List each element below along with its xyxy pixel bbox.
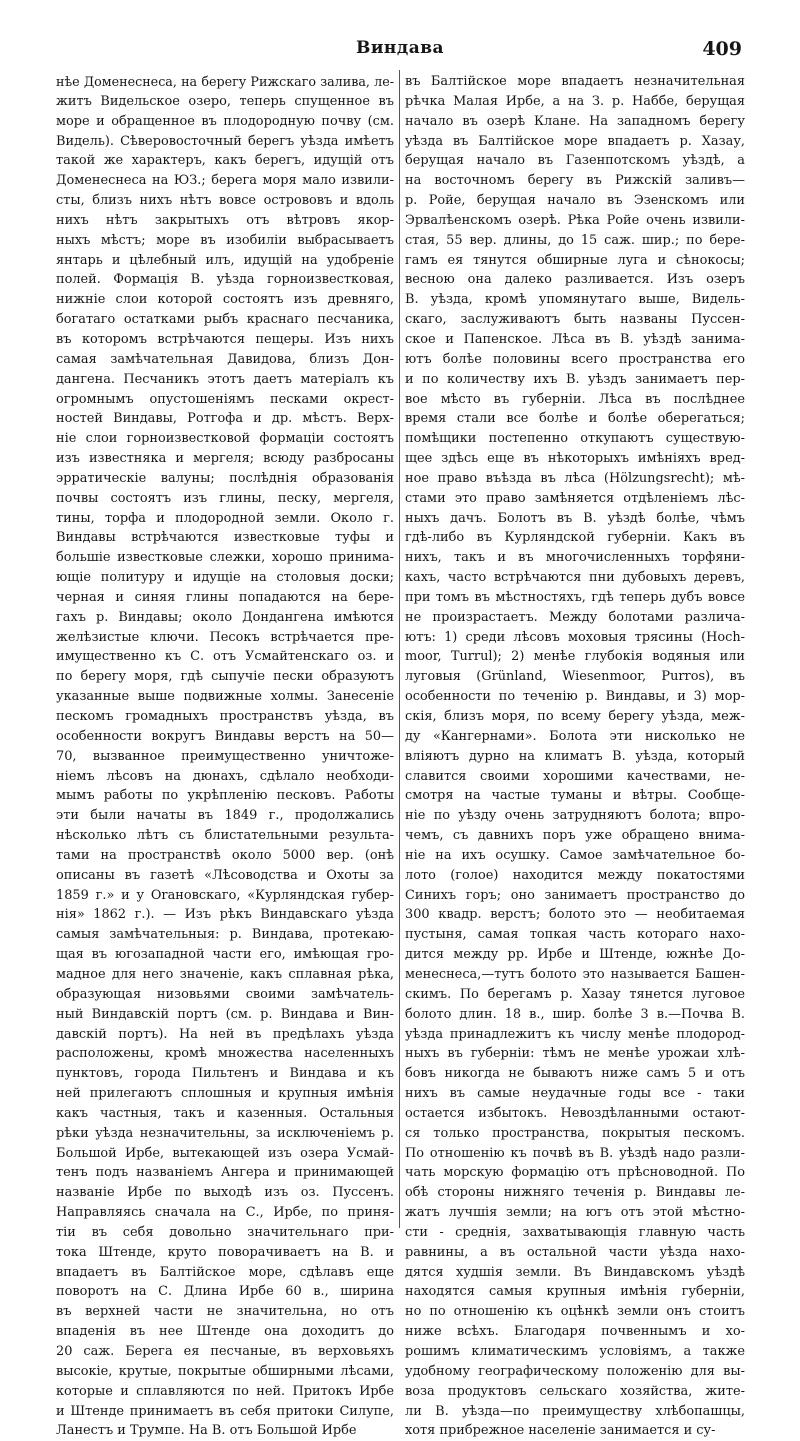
- text-line: пескомъ громадныхъ пространствъ уѣзда, въ: [56, 709, 394, 724]
- text-line: въ Балтійское море впадаетъ незначительная: [405, 74, 745, 89]
- text-line: ный Виндавскій портъ (см. р. Виндава и Вин-: [56, 1006, 394, 1022]
- running-title: Виндава: [355, 38, 445, 58]
- text-line: скія, близъ моря, по всему берегу уѣзда, меж-: [405, 709, 745, 724]
- text-line: на восточномъ берегу въ Рижскій заливъ—: [405, 173, 745, 189]
- text-line: такой же характеръ, какъ берегъ, идущій отъ: [56, 153, 394, 169]
- text-line: бовъ никогда не бываютъ ниже самъ 5 и отъ: [405, 1066, 745, 1082]
- text-line: какъ частныя, такъ и казенныя. Остальныя: [56, 1105, 394, 1121]
- text-line: ніе слои горноизвестковой формаціи состоятъ: [56, 431, 394, 447]
- text-line: черная и синяя глины попадаются на бере-: [56, 589, 394, 605]
- text-line: Виндавы встрѣчаются известковые туфы и: [56, 530, 394, 546]
- text-line: ское и Папенское. Лѣса въ В. уѣздѣ занима-: [405, 331, 745, 347]
- text-line: помѣщики постепенно откупаютъ существую-: [405, 431, 745, 447]
- text-line: По отношенію къ почвѣ въ В. уѣздѣ надо разли-: [405, 1145, 745, 1161]
- text-line: В. уѣзда, кромѣ упомянутаго выше, Видель-: [405, 292, 745, 308]
- text-line: славится своими хорошими качествами, не-: [405, 768, 745, 784]
- text-line: и Штенде принимаетъ въ себя притоки Силупе,: [56, 1403, 394, 1419]
- text-line: особенности вокругъ Виндавы верстъ на 50—: [56, 728, 394, 744]
- text-line: ющіе политуру и идущіе на столовыя доски;: [56, 570, 394, 586]
- text-line: богатаго остатками рыбъ краснаго песчаника,: [56, 312, 394, 328]
- text-line: въ которомъ встрѣчаются пещеры. Изъ нихъ: [56, 331, 394, 347]
- text-line: ніе на ихъ осушку. Самое замѣчательное бо-: [405, 847, 745, 863]
- text-line: нѣсколько лѣтъ съ блистательными результа-: [56, 828, 394, 844]
- text-line: нихъ нѣтъ закрытыхъ отъ вѣтровъ якор-: [56, 212, 394, 228]
- text-line: берущая начало въ Газенпотскомъ уѣздѣ, а: [405, 153, 745, 169]
- text-line: ютъ: 1) среди лѣсовъ моховыя трясины (Hoch-: [405, 629, 745, 645]
- text-line: эрратическіе валуны; послѣднія образованія: [56, 470, 394, 486]
- text-line: 1859 г.» и у Orановскаго, «Курляндская губер-: [56, 887, 394, 903]
- text-line: огромнымъ опустошеніямъ песками окрест-: [56, 391, 394, 407]
- text-line: весною она далеко разливается. Изъ озеръ: [405, 272, 745, 288]
- text-line: описаны въ газетѣ «Лѣсоводства и Охоты за: [56, 867, 394, 883]
- text-line: тами на пространствѣ около 5000 вер. (онѣ: [56, 847, 394, 863]
- text-line: самыя замѣчательныя: р. Виндава, протекаю-: [56, 927, 394, 943]
- text-line: Синихъ горъ; оно занимаетъ пространство до: [405, 887, 745, 903]
- text-line: въ верхней части не значительна, но отъ: [56, 1304, 394, 1320]
- page-header: [0, 38, 800, 68]
- text-line: гдѣ-либо въ Курляндской губерніи. Какъ въ: [405, 530, 745, 546]
- right-column: [405, 72, 745, 1441]
- text-line: ныхъ дачъ. Болотъ въ В. уѣздѣ болѣе, чѣмъ: [405, 510, 745, 526]
- text-line: дангена. Песчаникъ этотъ даетъ матеріалъ къ: [56, 371, 394, 387]
- text-line: желѣзистые ключи. Песокъ встрѣчается пре-: [56, 629, 394, 645]
- text-line: Направляясь сначала на С., Ирбе, по приня-: [56, 1205, 394, 1221]
- text-line: стая, 55 вер. длины, до 15 саж. шир.; по бере-: [405, 232, 745, 248]
- text-line: пустыня, самая топкая часть котораго нахо-: [405, 927, 745, 943]
- text-line: ностей Виндавы, Ротгофа и др. мѣстъ. Верх-: [56, 411, 394, 427]
- text-line: воза продуктовъ сельскаго хозяйства, жите-: [405, 1383, 745, 1399]
- text-line: 300 квадр. верстъ; болото это — необитаемая: [405, 907, 745, 923]
- text-line: расположены, кромѣ множества населенныхъ: [56, 1046, 394, 1062]
- text-line: сти - среднія, захватывающія главную часть: [405, 1224, 745, 1240]
- text-line: не произрастаетъ. Между болотами различа-: [405, 609, 745, 625]
- text-line: остается избытокъ. Невоздѣланными остают-: [405, 1105, 745, 1121]
- text-line: уѣзда въ Балтійское море впадаетъ р. Хазау,: [405, 133, 745, 149]
- text-line: поворотъ на С. Длина Ирбе 60 в., ширина: [56, 1284, 394, 1300]
- text-line: вое мѣсто въ губерніи. Лѣса въ послѣднее: [405, 391, 745, 407]
- text-line: ся только пространства, покрытыя пескомъ.: [405, 1125, 745, 1141]
- text-line: уѣзда принадлежитъ къ числу менѣе плодород-: [405, 1026, 745, 1042]
- text-line: ное право въѣзда въ лѣса (Hölzungsrecht); мѣ-: [405, 470, 745, 486]
- text-line: удобному географическому положенію для вы-: [405, 1363, 745, 1379]
- text-line: нихъ въ самые неудачные годы все - таки: [405, 1086, 745, 1102]
- text-line: нихъ, такъ и въ многочисленныхъ торфяни-: [405, 550, 745, 566]
- text-line: 20 саж. Берега ея песчаные, въ верховьяхъ: [56, 1344, 394, 1359]
- text-line: образующая низовьями своими замѣчатель-: [56, 986, 394, 1002]
- text-line: Доменеснеса на ЮЗ.; берега моря мало извили-: [56, 173, 394, 189]
- text-line: хотя прибрежное населеніе занимается и су-: [405, 1423, 716, 1439]
- text-line: пунктовъ, города Пильтенъ и Виндава и къ: [56, 1066, 394, 1082]
- text-line: которые и сплавляются по ней. Притокъ Ирбе: [56, 1383, 394, 1399]
- text-line: эти были начаты въ 1849 г., продолжались: [56, 808, 394, 824]
- text-line: нижніе слои которой состоятъ изъ древняго,: [56, 292, 394, 308]
- text-line: стами это право замѣняется отдѣленіемъ лѣс-: [405, 490, 745, 506]
- text-line: жатъ лучшія земли; на югъ отъ этой мѣстно-: [405, 1205, 745, 1221]
- text-line: скимъ. По берегамъ р. Хазау тянется луговое: [405, 986, 745, 1002]
- text-line: ныхъ въ губерніи: тѣмъ не менѣе урожаи хлѣ-: [405, 1046, 745, 1062]
- text-line: дятся худшія земли. Въ Виндавскомъ уѣздѣ: [405, 1264, 745, 1280]
- text-line: полей. Формація В. уѣзда горноизвестковая,: [56, 272, 394, 288]
- text-line: тенъ подъ названіемъ Ангера и принимающей: [56, 1165, 394, 1181]
- text-line: вліяютъ дурно на климатъ В. уѣзда, который: [405, 748, 745, 764]
- text-line: чемъ, съ давнихъ поръ уже обращено внима-: [405, 828, 745, 844]
- text-line: р. Ройе, берущая начало въ Эзенскомъ или: [405, 193, 745, 209]
- text-line: тока Штенде, круто поворачиваетъ на В. и: [56, 1244, 394, 1260]
- text-line: имущественно къ С. отъ Усмайтенскаго оз. и: [56, 649, 394, 665]
- text-line: янтарь и цѣлебный илъ, идущій на удобреніе: [56, 252, 394, 268]
- text-line: лото (голое) находится между покатостями: [405, 867, 745, 883]
- text-line: ніе по уѣзду очень затрудняютъ болота; впро-: [405, 808, 745, 824]
- text-line: равнины, а въ остальной части уѣзда нахо-: [405, 1244, 745, 1260]
- text-line: Ланестъ и Трумпе. На В. отъ Большой Ирбе: [56, 1423, 357, 1439]
- text-line: и по количеству ихъ В. уѣздъ занимаетъ пер-: [405, 371, 745, 387]
- text-line: находятся самыя крупныя имѣнія губерніи,: [405, 1284, 745, 1300]
- text-line: Большой Ирбе, вытекающей изъ озера Усмай-: [56, 1145, 394, 1161]
- text-line: гахъ р. Виндавы; около Дондангена имѣются: [56, 609, 394, 625]
- text-line: гамъ ея тянутся обширные луга и сѣнокосы;: [405, 252, 745, 268]
- text-line: кахъ, часто встрѣчаются пни дубовыхъ деревъ,: [405, 570, 745, 586]
- text-line: при томъ въ мѣстностяхъ, гдѣ теперь дубъ вовсе: [405, 589, 745, 605]
- text-line: море и обращенное въ плодородную почву (см.: [56, 113, 394, 129]
- text-line: болото длин. 18 в., шир. болѣе 3 в.—Почва В.: [405, 1006, 745, 1022]
- text-line: ду «Кангернами». Болота эти нисколько не: [405, 728, 745, 744]
- text-line: тины, торфа и плодородной земли. Около г.: [56, 510, 394, 526]
- text-line: большіе известковые слежки, хорошо принима-: [56, 550, 394, 566]
- text-line: почвы состоятъ изъ глины, песку, мергеля,: [56, 490, 394, 506]
- text-line: скаго, заслуживаютъ быть названы Пуссен-: [405, 312, 745, 328]
- text-line: житъ Видельское озеро, теперь спущенное въ: [56, 93, 394, 109]
- text-line: moor, Turrul); 2) менѣе глубокія водяныя или: [405, 649, 745, 665]
- text-line: щая въ югозападной части его, имѣющая гро-: [56, 947, 394, 963]
- text-line: начало въ озерѣ Клане. На западномъ берегу: [405, 113, 745, 129]
- text-line: мымъ работы по укрѣпленію песковъ. Работы: [56, 788, 394, 804]
- text-line: нія» 1862 г.). — Изъ рѣкъ Виндавскаго уѣзда: [56, 907, 394, 923]
- text-line: давскій портъ). На ней въ предѣлахъ уѣзда: [56, 1026, 394, 1042]
- text-line: мадное для него значеніе, какъ сплавная рѣка,: [56, 966, 394, 982]
- text-line: по берегу моря, гдѣ сыпучіе пески образуютъ: [56, 669, 394, 685]
- text-line: менеснеса,—тутъ болото это называется Башен-: [405, 966, 745, 982]
- text-line: особенности по теченію р. Виндавы, и 3) мор-: [405, 689, 745, 705]
- text-line: время стали все болѣе и болѣе оберегаться;: [405, 411, 745, 427]
- text-line: дится между рр. Ирбе и Штенде, южнѣе До-: [405, 947, 745, 963]
- text-line: указанные выше подвижные холмы. Занесеніе: [56, 689, 394, 705]
- column-divider: [399, 70, 400, 1228]
- text-line: ней прилегаютъ сплошныя и крупныя имѣнія: [56, 1086, 394, 1102]
- text-line: луговыя (Grünland, Wiesenmoor, Purros), въ: [405, 669, 745, 685]
- text-line: самая замѣчательная Давидова, близъ Дон-: [56, 351, 394, 367]
- text-line: Эрвалѣенскомъ озерѣ. Рѣка Ройе очень извили-: [405, 212, 745, 228]
- text-line: рошимъ климатическимъ условіямъ, а также: [405, 1344, 745, 1359]
- text-line: высокіе, крутые, покрытые обширными лѣсами,: [56, 1363, 394, 1379]
- text-line: изъ известняка и мергеля; всюду разбросаны: [56, 451, 394, 467]
- text-line: ютъ болѣе половины всего пространства его: [405, 351, 745, 367]
- text-line: но по отношенію къ оцѣнкѣ земли онъ стоитъ: [405, 1304, 745, 1320]
- text-line: ниже всѣхъ. Благодаря почвеннымъ и хо-: [405, 1324, 745, 1340]
- text-line: рѣчка Малая Ирбе, а на З. р. Наббе, берущая: [405, 93, 745, 109]
- left-column: [56, 72, 394, 1441]
- text-line: тіи въ себя довольно значительнаго при-: [56, 1224, 394, 1240]
- page-number: 409: [702, 38, 742, 60]
- text-line: ніемъ лѣсовъ на дюнахъ, сдѣлало необходи-: [56, 768, 394, 784]
- text-line: сты, близъ нихъ нѣтъ вовсе острововъ и вдоль: [56, 193, 394, 209]
- text-line: ныхъ мѣстъ; море въ изобиліи выбрасываетъ: [56, 232, 394, 248]
- text-line: 70, вызванное преимущественно уничтоже-: [56, 748, 394, 764]
- text-line: впадаетъ въ Балтійское море, сдѣлавъ еще: [56, 1264, 394, 1280]
- text-line: рѣки уѣзда незначительны, за исключеніемъ р.: [56, 1125, 394, 1141]
- text-line: ли В. уѣзда—по преимуществу хлѣбопашцы,: [405, 1403, 745, 1419]
- text-line: смотря на частые туманы и вѣтры. Сообще-: [405, 788, 745, 804]
- text-line: нѣе Доменеснеса, на берегу Рижскаго залива, ле-: [56, 74, 394, 89]
- text-line: чать морскую формацію отъ прѣсноводной. По: [405, 1165, 745, 1181]
- text-line: щее здѣсь еще въ нѣкоторыхъ имѣніяхъ вред-: [405, 451, 745, 467]
- text-line: названіе Ирбе по выходѣ изъ оз. Пуссенъ.: [56, 1185, 394, 1201]
- text-line: впаденія въ нее Штенде она доходитъ до: [56, 1324, 394, 1340]
- text-line: Видель). Сѣверовосточный берегъ уѣзда имѣетъ: [56, 133, 394, 149]
- text-line: обѣ стороны нижняго теченія р. Виндавы ле-: [405, 1185, 745, 1201]
